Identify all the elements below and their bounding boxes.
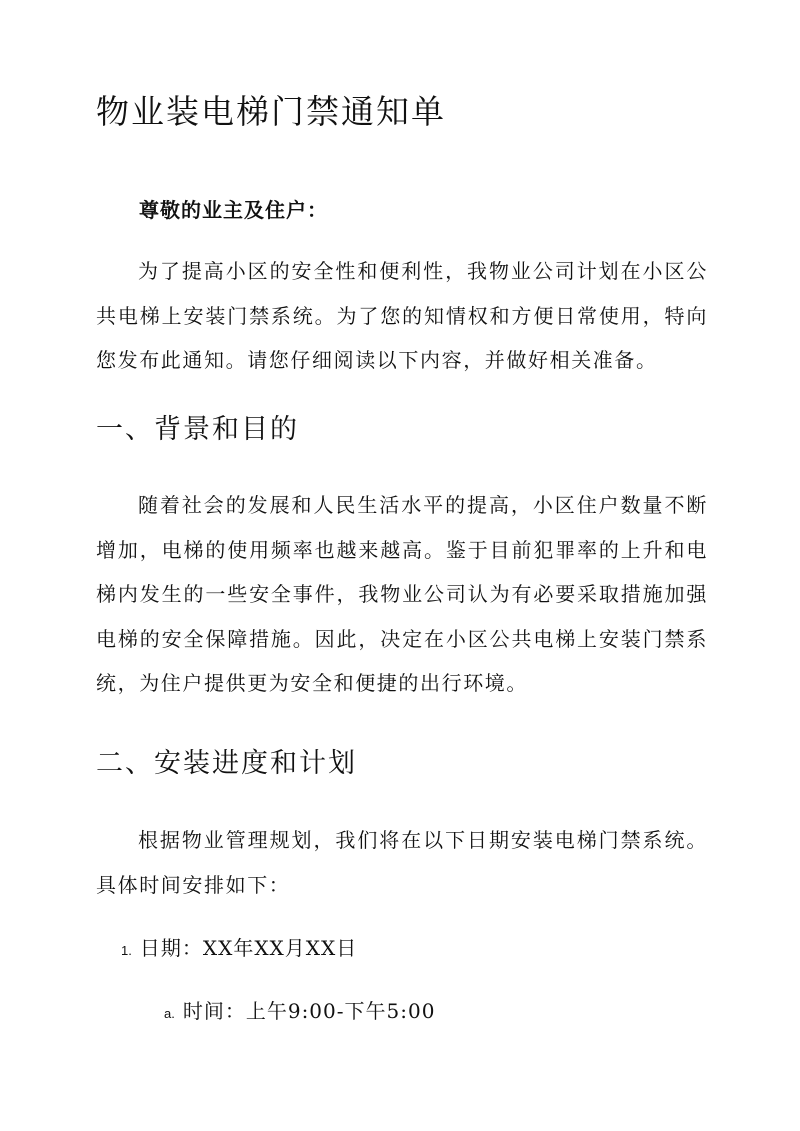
- section-body-schedule: 根据物业管理规划，我们将在以下日期安装电梯门禁系统。具体时间安排如下：: [96, 828, 708, 897]
- section-heading-schedule: 二、安装进度和计划: [96, 748, 357, 779]
- intro-paragraph: 为了提高小区的安全性和便利性，我物业公司计划在小区公共电梯上安装门禁系统。为了您的知情权和方便日常使用，特向您发布此通知。请您仔细阅读以下内容，并做好相关准备。: [96, 259, 708, 372]
- list-marker: 1.: [121, 943, 132, 958]
- list-item-date: [121, 936, 357, 960]
- document-title: 物业装电梯门禁通知单: [96, 92, 446, 131]
- list-item-text: 日期：XX年XX月XX日: [139, 936, 358, 960]
- sublist-item-text: 时间：上午9:00-下午5:00: [182, 999, 436, 1023]
- sublist-item-time: [164, 999, 435, 1023]
- sublist-marker: a.: [164, 1006, 175, 1021]
- section-heading-background: 一、背景和目的: [96, 414, 299, 445]
- section-body-background: 随着社会的发展和人民生活水平的提高，小区住户数量不断增加，电梯的使用频率也越来越高。鉴于目前犯罪率的上升和电梯内发生的一些安全事件，我物业公司认为有必要采取措施加强电梯的安全保障措施。因此，决定在小区公共电梯上安装门禁系统，为住户提供更为安全和便捷的出行环境。: [96, 493, 708, 695]
- salutation: 尊敬的业主及住户：: [139, 198, 328, 222]
